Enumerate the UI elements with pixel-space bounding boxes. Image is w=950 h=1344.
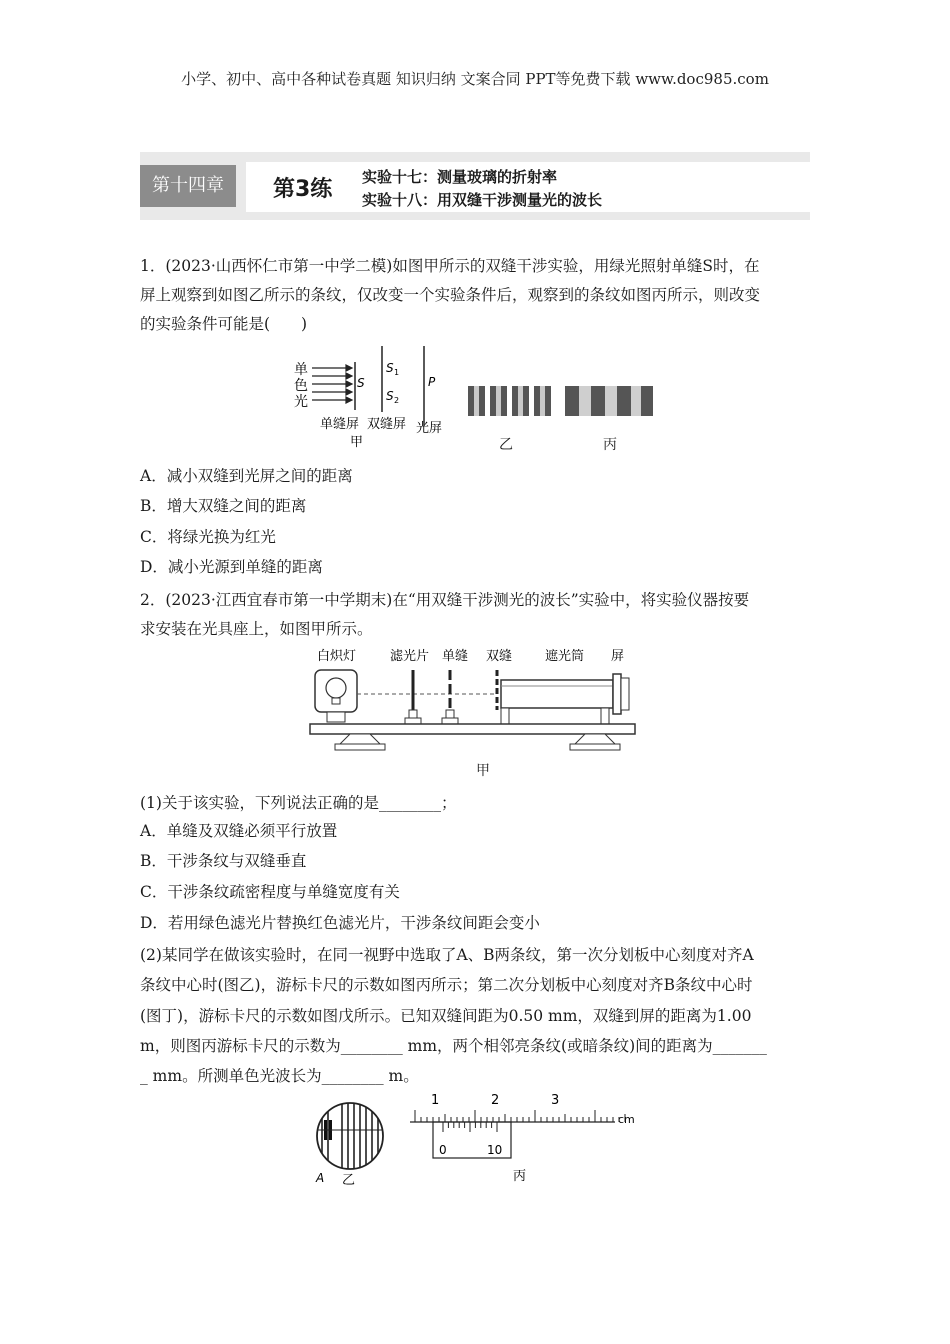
caption-yi: 乙: [499, 437, 513, 453]
screen-element: [613, 674, 621, 714]
label-p: P: [428, 375, 436, 389]
reticle-view-yi: [308, 1098, 388, 1188]
label-lamp: 白炽灯: [317, 649, 357, 664]
q2-option-a: A．单缝及双缝必须平行放置: [140, 822, 338, 840]
optical-bench: [310, 724, 635, 734]
q2-line2: 求安装在光具座上，如图甲所示。: [140, 620, 373, 638]
main-tick-label-3: 3: [551, 1093, 560, 1108]
vernier-caliper-bing: [405, 1090, 645, 1190]
q1-option-a: A．减小双缝到光屏之间的距离: [140, 467, 353, 485]
label-tube: 遮光筒: [545, 649, 585, 664]
label-s1: S: [386, 361, 394, 375]
q1-option-d: D．减小光源到单缝的距离: [140, 558, 323, 576]
q2-sub2-line1: (2)某同学在做该实验时，在同一视野中选取了A、B两条纹，第一次分划板中心刻度对齐A: [140, 946, 754, 964]
q1-figure-jia: [290, 342, 450, 452]
fringe-pattern-bing: [565, 386, 653, 416]
unit-label: cm: [618, 1113, 635, 1126]
q2-line1: 2．(2023·江西宜春市第一中学期末)在“用双缝干涉测光的波长”实验中，将实验仪器按要: [140, 591, 750, 609]
caption-bing: 丙: [603, 437, 617, 453]
label-s: S: [357, 376, 365, 390]
bulb-icon: [326, 678, 346, 698]
label-filter: 滤光片: [390, 649, 430, 664]
svg-text:2: 2: [394, 396, 400, 405]
main-tick-label-2: 2: [491, 1093, 500, 1108]
light-arrows: [312, 365, 352, 403]
caption-caliper: 丙: [513, 1169, 527, 1184]
label-screen: 屏: [611, 649, 625, 664]
q2-option-c: C．干涉条纹疏密程度与单缝宽度有关: [140, 883, 400, 901]
light-char-3: 光: [294, 394, 308, 410]
label-s2: S: [386, 389, 394, 403]
q2-sub2-line5: _ mm。所测单色光波长为________ m。: [140, 1067, 419, 1085]
vernier-tick-label-0: 0: [439, 1143, 447, 1157]
label-screen: 光屏: [416, 421, 443, 436]
apparatus-caption: 甲: [476, 763, 490, 779]
q2-sub2-line2: 条纹中心时(图乙)，游标卡尺的示数如图丙所示；第二次分划板中心刻度对齐B条纹中心时: [140, 976, 753, 994]
page-header: 小学、初中、高中各种试卷真题 知识归纳 文案合同 PPT等免费下载 www.doc985.com: [181, 70, 769, 88]
label-single-slit: 单缝屏: [320, 417, 360, 432]
q1-option-c: C．将绿光换为红光: [140, 528, 276, 546]
light-char-2: 色: [294, 378, 308, 394]
label-double-slit: 双缝屏: [367, 417, 407, 432]
q1-line1: 1．(2023·山西怀仁市第一中学二模)如图甲所示的双缝干涉实验，用绿光照射单缝S时，在: [140, 257, 760, 275]
label-a: A: [316, 1171, 325, 1185]
caption-reticle: 乙: [342, 1173, 356, 1188]
svg-text:1: 1: [394, 368, 400, 377]
label-single: 单缝: [442, 649, 469, 664]
q1-line2: 屏上观察到如图乙所示的条纹，仅改变一个实验条件后，观察到的条纹如图丙所示，则改变: [140, 286, 761, 304]
vernier-tick-label-10: 10: [487, 1143, 503, 1157]
q2-sub2-line3: (图丁)，游标卡尺的示数如图戊所示。已知双缝间距为0.50 mm，双缝到屏的距离为1.00: [140, 1007, 752, 1025]
lesson-title: 第3练: [273, 177, 333, 202]
q2-sub2-line4: m，则图丙游标卡尺的示数为________ mm，两个相邻亮条纹(或暗条纹)间的距离为_______: [140, 1037, 767, 1055]
chapter-label: 第十四章: [140, 165, 236, 207]
q2-option-d: D．若用绿色滤光片替换红色滤光片，干涉条纹间距会变小: [140, 914, 540, 932]
light-tube: [501, 680, 613, 708]
caption-jia: 甲: [350, 435, 364, 450]
q1-option-b: B．增大双缝之间的距离: [140, 497, 307, 515]
q2-apparatus-figure: [305, 644, 640, 772]
q2-option-b: B．干涉条纹与双缝垂直: [140, 852, 307, 870]
subtitle-line2: 实验十八：用双缝干涉测量光的波长: [362, 191, 603, 209]
q1-line3: 的实验条件可能是( ): [140, 315, 308, 333]
q2-sub1: (1)关于该实验，下列说法正确的是________；: [140, 794, 457, 812]
label-double: 双缝: [486, 649, 513, 664]
fringe-pattern-yi: [466, 386, 556, 416]
subtitle-line1: 实验十七：测量玻璃的折射率: [362, 168, 558, 186]
light-char-1: 单: [294, 362, 308, 378]
main-tick-label-1: 1: [431, 1093, 440, 1108]
